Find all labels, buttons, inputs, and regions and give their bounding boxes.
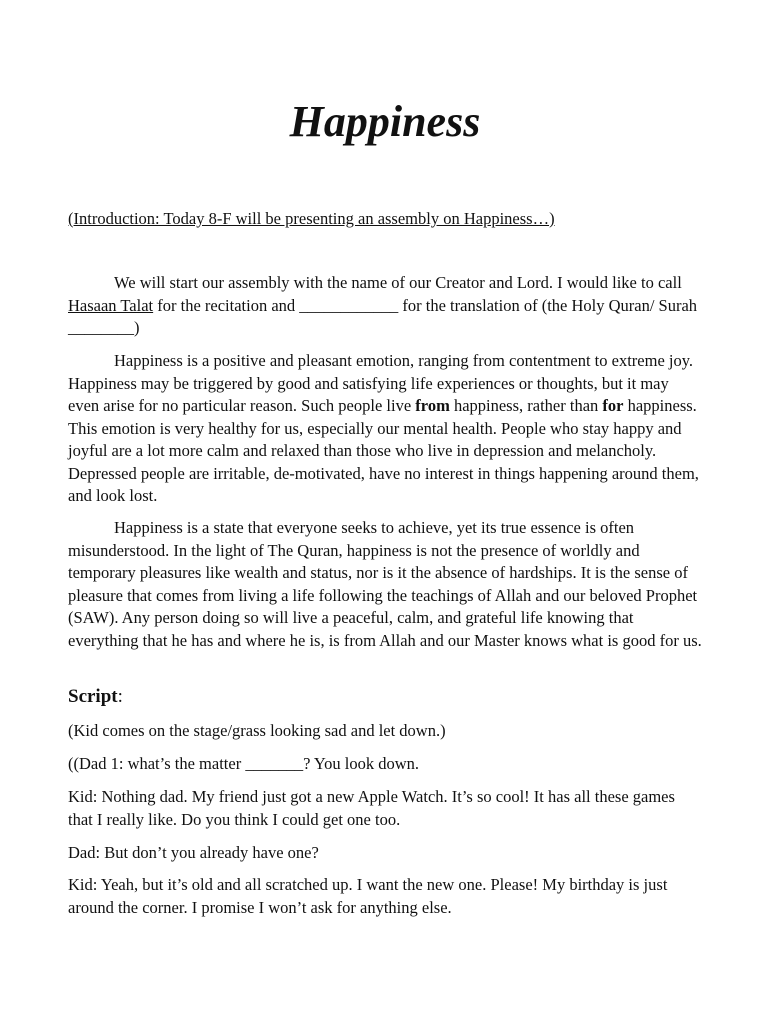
quran-text: Happiness is a state that everyone seeks to achieve, yet its true essence is often misunderstood. In the light of The Quran, happiness is not the presence of worldly and temporary pleasures like wealth and status, nor is it the absence of hardships. It is the sense of pleasure that comes from living a life following the teachings of Allah and our beloved Prophet (SAW). Any person doing so will live a peaceful, calm, and grateful life knowing that everything that he has and where he is, is from Allah and our Master knows what is good for us. [68,518,702,650]
script-heading-colon: : [117,686,123,707]
script-line-stage-direction: (Kid comes on the stage/grass looking sad and let down.) [68,721,446,740]
document-title: Happiness [289,97,481,146]
reciter-name: Hasaan Talat [68,295,154,315]
script-heading [68,685,123,709]
bold-for: for [602,396,624,415]
script-line-dad-2: Dad: But don’t you already have one? [68,843,319,862]
script-heading-label: Script [68,686,118,707]
script-line-dad-1: ((Dad 1: what’s the matter _______? You look down. [68,754,420,773]
definition-paragraph [68,350,702,508]
opening-text-1: We will start our assembly with the name of our Creator and Lord. I would like to call [114,273,682,292]
definition-text-2: happiness, rather than [449,396,603,415]
opening-paragraph [68,272,702,340]
definition-text-1: Happiness is a positive and pleasant emotion, ranging from contentment to extreme joy. Happiness may be triggered by good and satisfying life experiences or thoughts, but it may even arise for no particular reason. Such people live [68,351,694,415]
quran-paragraph [68,517,702,652]
script-line-kid-2: Kid: Yeah, but it’s old and all scratched up. I want the new one. Please! My birthday is just around the corner. I promise I won’t ask for anything else. [68,875,668,917]
script-line-kid-1: Kid: Nothing dad. My friend just got a new Apple Watch. It’s so cool! It has all these games that I really like. Do you think I could get one too. [68,787,675,829]
definition-text-3: happiness. This emotion is very healthy for us, especially our mental health. People who stay happy and joyful are a lot more calm and relaxed than those who live in depression and melancholy. Depressed people are irritable, de-motivated, have no interest in things happening around them, and look lost. [68,396,699,505]
bold-from: from [415,396,450,415]
introduction-line: (Introduction: Today 8-F will be presenting an assembly on Happiness…) [68,209,555,228]
opening-text-2: for the recitation and ____________ for the translation of (the Holy Quran/ Surah ________) [68,295,698,337]
